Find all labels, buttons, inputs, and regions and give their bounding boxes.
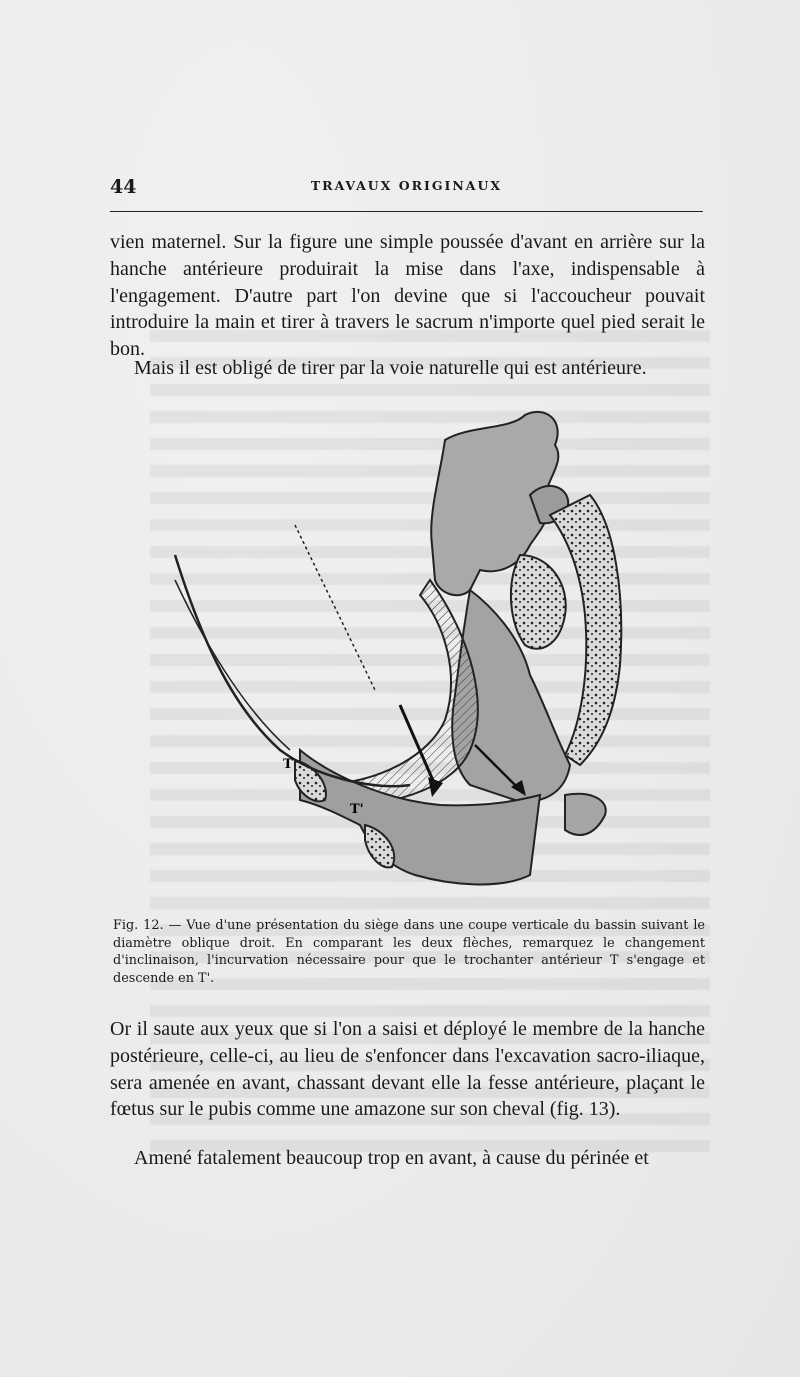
page-number: 44	[110, 176, 137, 198]
figure-12-illustration	[170, 405, 650, 905]
paragraph-4: Amené fatalement beaucoup trop en avant, à cause du périnée et	[134, 1147, 649, 1169]
page-header	[110, 176, 703, 200]
birth-canal-hatched-shape	[320, 580, 478, 805]
vertebra-bone-shape	[511, 555, 566, 649]
paragraph-3: Or il saute aux yeux que si l'on a saisi et déployé le membre de la hanche postérieure, celle-ci, au lieu de s'enfoncer dans l'excavation sacro-iliaque, sera amenée en avant, chassant devant elle la fesse antérieure, plaçant le fœtus sur le pubis comme une amazone sur son cheval (fig. 13).	[110, 1018, 705, 1121]
pelvic-outline-left	[175, 555, 410, 786]
coccyx-shape	[565, 794, 606, 835]
header-rule	[110, 211, 703, 212]
axis-dashed-line	[295, 525, 375, 690]
paragraph-2: Mais il est obligé de tirer par la voie naturelle qui est antérieure.	[134, 357, 647, 379]
paragraph-1: vien maternel. Sur la figure une simple poussée d'avant en arrière sur la hanche antérieure produirait la mise dans l'axe, indispensable à l'engagement. D'autre part l'on devine que si l'accoucheur pouvait introduire la main et tirer à travers le sacrum n'importe quel pied serait le bon.	[110, 231, 705, 361]
running-head: TRAVAUX ORIGINAUX	[310, 178, 503, 193]
label-T-prime: T'	[350, 802, 364, 817]
label-T: T	[283, 757, 293, 772]
figure-caption: Fig. 12. — Vue d'une présentation du siège dans une coupe verticale du bassin suivant le diamètre oblique droit. En comparant les deux flèches, remarquez le changement d'inclinaison, l'incurvation nécessaire pour que le trochanter antérieur T s'engage et descende en T'.	[113, 918, 705, 986]
